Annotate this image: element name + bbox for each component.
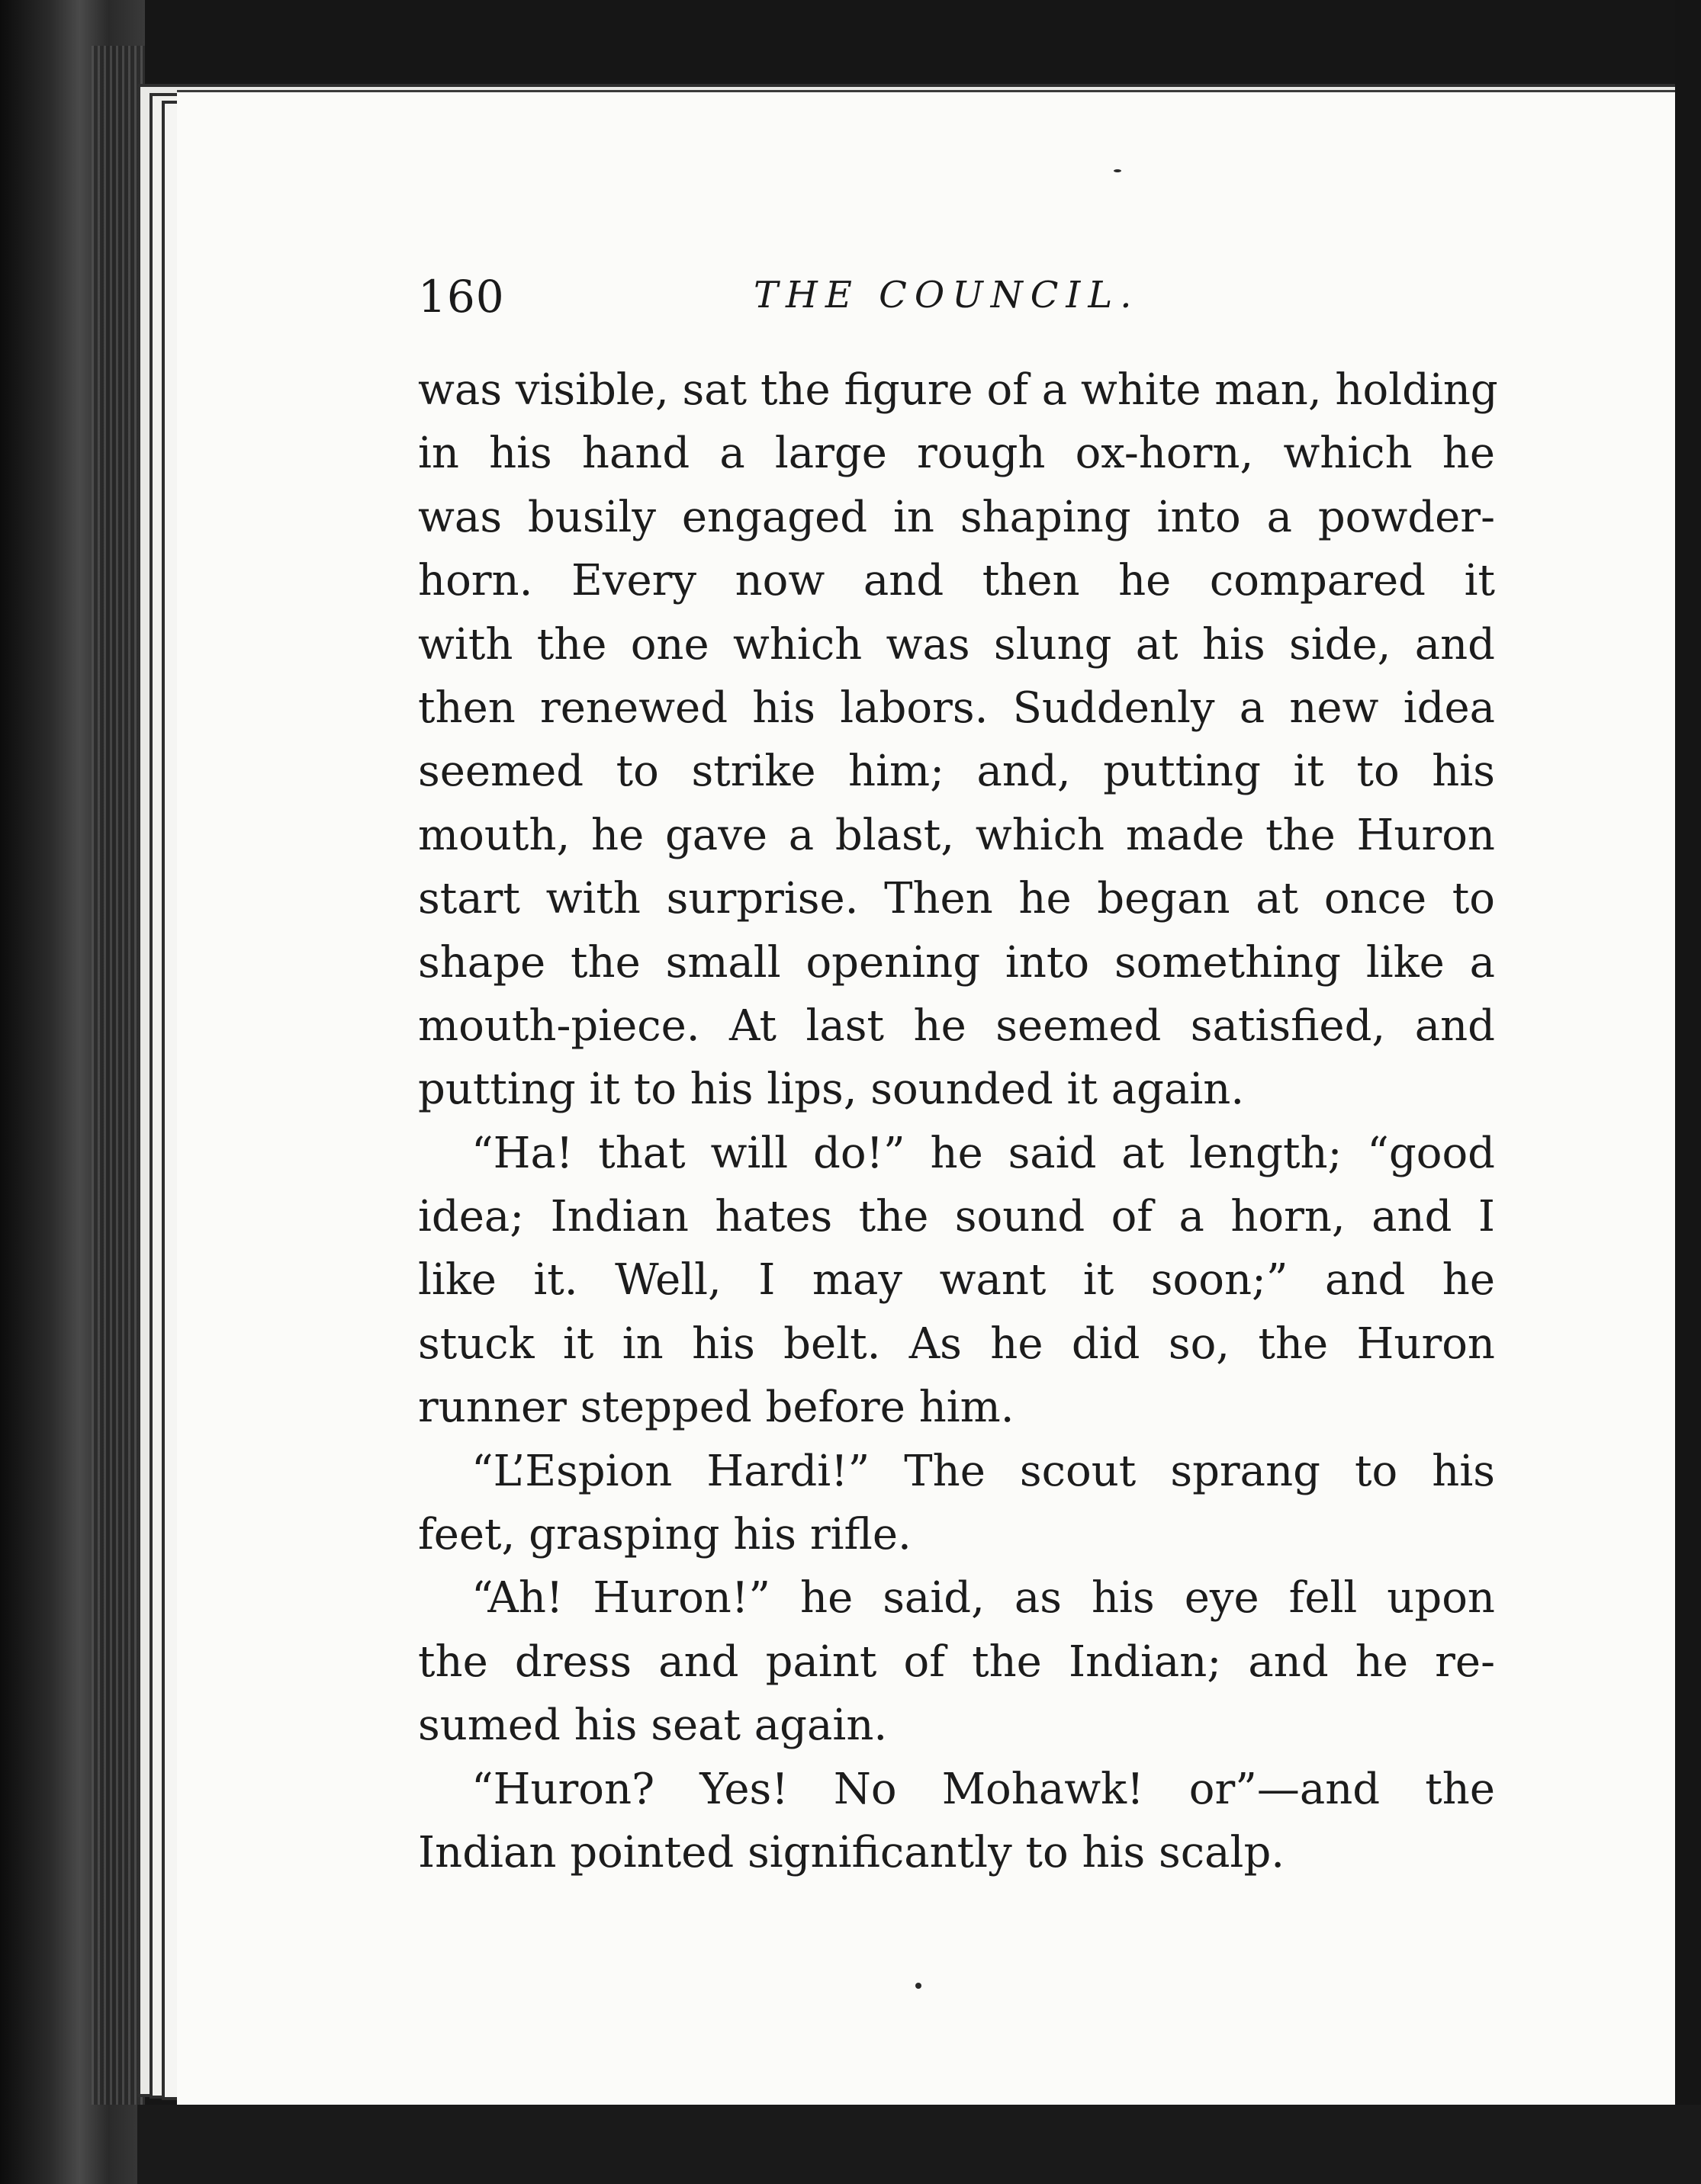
text-line: in his hand a large rough ox-horn, which he (418, 429, 1495, 479)
scan-right-border (1675, 0, 1701, 2184)
text-line: the dress and paint of the Indian; and he re- (418, 1636, 1495, 1687)
body-text (418, 358, 1498, 1884)
text-line: sumed his seat again. (418, 1701, 888, 1751)
scan-bottom-border (137, 2105, 1701, 2184)
running-title: THE COUNCIL. (754, 274, 1140, 316)
scan-speck (915, 1983, 921, 1989)
text-line: idea; Indian hates the sound of a horn, and I (418, 1192, 1495, 1242)
page-number: 160 (418, 271, 505, 323)
text-line: mouth-piece. At last he seemed satisfied, and (418, 1000, 1495, 1051)
text-line: runner stepped before him. (418, 1383, 1014, 1433)
text-line: was busily engaged in shaping into a powder- (418, 492, 1495, 542)
page-header (418, 271, 1532, 332)
text-line: feet, grasping his rifle. (418, 1510, 912, 1560)
text-line: mouth, he gave a blast, which made the Huron (418, 810, 1495, 860)
text-line: with the one which was slung at his side, and (418, 619, 1495, 670)
text-line: “L’Espion Hardi!” The scout sprang to his (471, 1446, 1495, 1496)
text-line: start with surprise. Then he began at once to (418, 874, 1495, 924)
text-line: shape the small opening into something like a (418, 937, 1495, 988)
text-line: like it. Well, I may want it soon;” and he (418, 1255, 1495, 1306)
text-line: stuck it in his belt. As he did so, the Huron (418, 1318, 1495, 1369)
text-line: horn. Every now and then he compared it (418, 556, 1495, 606)
text-line: was visible, sat the figure of a white man, holding (418, 365, 1498, 415)
text-line: putting it to his lips, sounded it again. (418, 1065, 1245, 1115)
text-line: “Huron? Yes! No Mohawk! or”—and the (471, 1764, 1495, 1814)
text-line: Indian pointed significantly to his scalp. (418, 1827, 1285, 1877)
scan-speck (1114, 169, 1121, 172)
text-line: “Ah! Huron!” he said, as his eye fell upon (471, 1573, 1495, 1624)
text-line: “Ha! that will do!” he said at length; “good (471, 1128, 1495, 1178)
text-line: seemed to strike him; and, putting it to his (418, 747, 1495, 797)
text-line: then renewed his labors. Suddenly a new idea (418, 682, 1495, 733)
